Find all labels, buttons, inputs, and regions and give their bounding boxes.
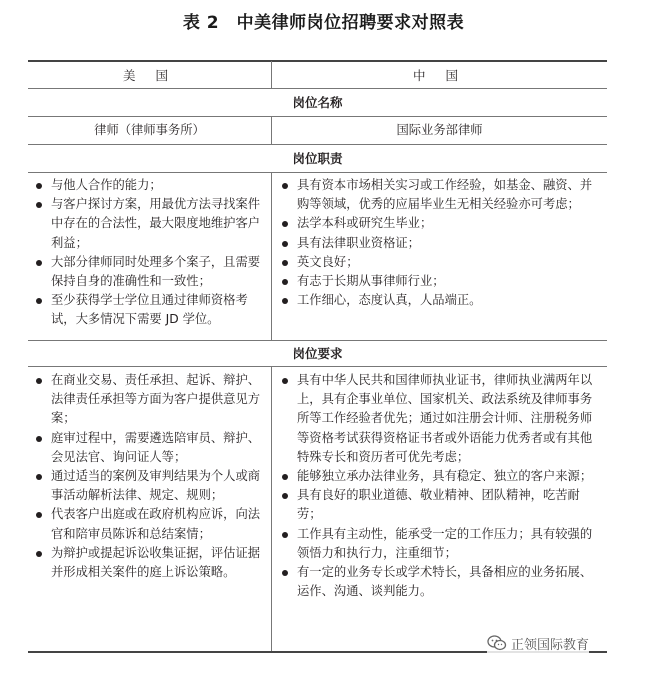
china-duties-list	[279, 176, 603, 310]
bullet-icon	[282, 183, 288, 189]
bullet-icon	[36, 298, 42, 304]
column-divider	[271, 61, 272, 88]
list-item: 法学本科或研究生毕业；	[279, 214, 603, 233]
usa-duties-cell	[33, 176, 265, 330]
list-item: 有一定的业务专长或学术特长，具备相应的业务拓展、运作、沟通、谈判能力。	[279, 563, 603, 601]
list-item: 英文良好；	[279, 253, 603, 272]
divider	[28, 366, 607, 367]
list-item: 与客户探讨方案，用最优方法寻找案件中存在的合法性，最大限度地维护客户利益；	[33, 195, 265, 253]
section-label-duties: 岗位职责	[292, 151, 343, 166]
bullet-icon	[282, 279, 288, 285]
list-item: 具有中华人民共和国律师执业证书，律师执业满两年以上，具有企事业单位、国家机关、政法系统及律师事务所等工作经验者优先；通过如注册会计师、注册税务师等资格考试获得资格证书者或外语能力优秀者或有其他特殊专长和资历者可优先考虑；	[279, 371, 603, 467]
bullet-icon	[282, 378, 288, 384]
list-item: 至少获得学士学位且通过律师资格考试，大多情况下需要 JD 学位。	[33, 291, 265, 329]
column-divider	[271, 366, 272, 651]
bullet-icon	[36, 183, 42, 189]
divider	[28, 144, 607, 145]
list-item: 工作细心，态度认真，人品端正。	[279, 291, 603, 310]
bullet-icon	[282, 298, 288, 304]
list-item: 为辩护或提起诉讼收集证据，评估证据并形成相关案件的庭上诉讼策略。	[33, 544, 265, 582]
usa-position-name: 律师（律师事务所）	[94, 123, 205, 137]
usa-requirements-cell	[33, 371, 265, 582]
list-item: 通过适当的案例及审判结果为个人或商事活动解析法律、规定、规则；	[33, 467, 265, 505]
divider	[28, 88, 607, 89]
list-item: 具有良好的职业道德、敬业精神、团队精神，吃苦耐劳；	[279, 486, 603, 524]
china-duties-cell	[279, 176, 603, 310]
section-label-requirements: 岗位要求	[292, 346, 343, 361]
list-item: 在商业交易、责任承担、起诉、辩护、法律责任承担等方面为客户提供意见方案；	[33, 371, 265, 429]
bullet-icon	[282, 493, 288, 499]
list-item: 具有资本市场相关实习或工作经验，如基金、融资、并购等领域，优秀的应届毕业生无相关经验亦可考虑；	[279, 176, 603, 214]
list-item: 能够独立承办法律业务，具有稳定、独立的客户来源；	[279, 467, 603, 486]
usa-requirements-list	[33, 371, 265, 582]
section-label-position-name: 岗位名称	[292, 95, 343, 110]
bullet-icon	[36, 378, 42, 384]
watermark-text: 正领国际教育	[511, 637, 590, 653]
watermark	[487, 632, 589, 654]
column-divider	[271, 116, 272, 144]
bullet-icon	[36, 260, 42, 266]
list-item: 代表客户出庭或在政府机构应诉，向法官和陪审员陈诉和总结案情；	[33, 505, 265, 543]
china-position-name: 国际业务部律师	[396, 123, 483, 137]
list-item: 大部分律师同时处理多个案子，且需要保持自身的准确性和一致性；	[33, 253, 265, 291]
usa-duties-list	[33, 176, 265, 330]
bullet-icon	[282, 260, 288, 266]
column-divider	[271, 172, 272, 340]
list-item: 与他人合作的能力；	[33, 176, 265, 195]
list-item: 工作具有主动性，能承受一定的工作压力；具有较强的领悟力和执行力，注重细节；	[279, 525, 603, 563]
bullet-icon	[36, 436, 42, 442]
column-header-china: 中 国	[413, 68, 466, 83]
bullet-icon	[36, 202, 42, 208]
list-item: 有志于长期从事律师行业；	[279, 272, 603, 291]
china-requirements-list	[279, 371, 603, 601]
divider	[28, 172, 607, 173]
bullet-icon	[36, 551, 42, 557]
bullet-icon	[282, 570, 288, 576]
bullet-icon	[282, 241, 288, 247]
bullet-icon	[282, 474, 288, 480]
bullet-icon	[282, 221, 288, 227]
china-requirements-cell	[279, 371, 603, 601]
divider	[28, 340, 607, 341]
bullet-icon	[36, 474, 42, 480]
table-top-rule	[28, 60, 607, 62]
list-item: 具有法律职业资格证；	[279, 234, 603, 253]
divider	[28, 116, 607, 117]
bullet-icon	[282, 532, 288, 538]
table-title: 表 2 中美律师岗位招聘要求对照表	[182, 13, 465, 33]
column-header-usa: 美 国	[123, 68, 176, 83]
bullet-icon	[36, 512, 42, 518]
list-item: 庭审过程中，需要遴选陪审员、辩护、会见法官、询问证人等；	[33, 429, 265, 467]
wechat-icon	[487, 635, 507, 651]
